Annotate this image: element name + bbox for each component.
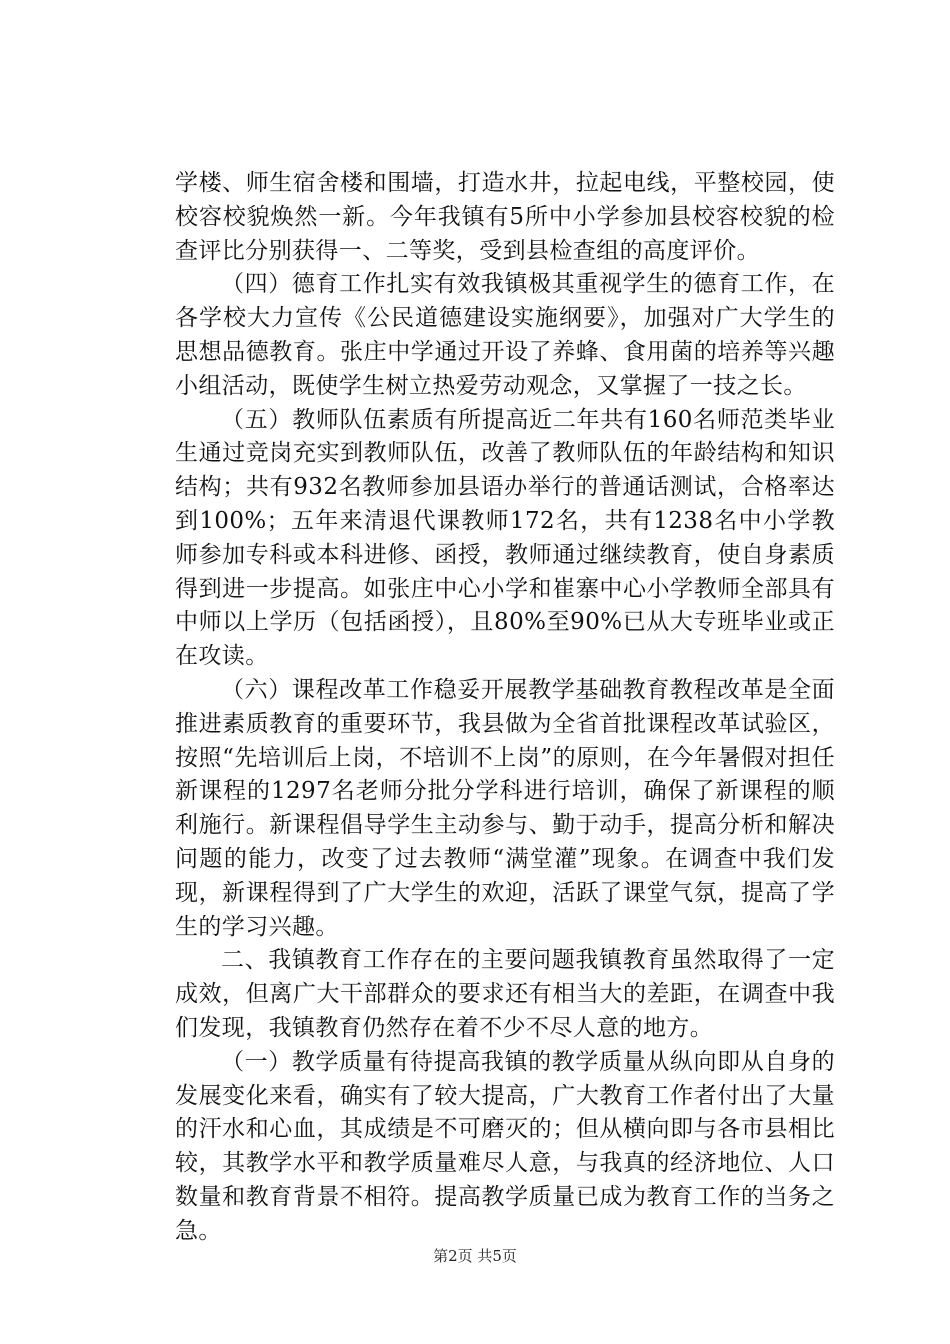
paragraph-moral-education: （四）德育工作扎实有效我镇极其重视学生的德育工作，在各学校大力宣传《公民道德建设实施纲要》，加强对广大学生的思想品德教育。张庄中学通过开设了养蜂、食用菌的培养等兴趣小组活动，既使学生树立热爱劳动观念，又掌握了一技之长。 [175, 271, 835, 399]
paragraph-teaching-quality: （一）教学质量有待提高我镇的教学质量从纵向即从自身的发展变化来看，确实有了较大提高，广大教育工作者付出了大量的汗水和心血，其成绩是不可磨灭的；但从横向即与各市县相比较，其教学水平和教学质量难尽人意，与我真的经济地位、人口数量和教育背景不相符。提高教学质量已成为教育工作的当务之急。 [175, 1048, 835, 1244]
document-body [175, 167, 835, 1249]
paragraph-teacher-quality: （五）教师队伍素质有所提高近二年共有160名师范类毕业生通过竞岗充实到教师队伍，改善了教师队伍的年龄结构和知识结构；共有932名教师参加县语办举行的普通话测试，合格率达到100%；五年来清退代课教师172名，共有1238名中小学教师参加专科或本科进修、函授，教师通过继续教育，使自身素质得到进一步提高。如张庄中心小学和崔寨中心小学教师全部具有中师以上学历（包括函授），且80%至90%已从大专班毕业或正在攻读。 [175, 406, 835, 670]
page-number-footer: 第2页 共5页 [433, 1247, 517, 1265]
paragraph-continuation: 学楼、师生宿舍楼和围墙，打造水井，拉起电线，平整校园，使校容校貌焕然一新。今年我镇有5所中小学参加县校容校貌的检查评比分别获得一、二等奖，受到县检查组的高度评价。 [175, 170, 835, 264]
paragraph-main-problems: 二、我镇教育工作存在的主要问题我镇教育虽然取得了一定成效，但离广大干部群众的要求还有相当大的差距，在调查中我们发现，我镇教育仍然存在着不少不尽人意的地方。 [175, 947, 835, 1041]
paragraph-curriculum-reform: （六）课程改革工作稳妥开展教学基础教育教程改革是全面推进素质教育的重要环节，我县做为全省首批课程改革试验区，按照“先培训后上岗，不培训不上岗”的原则，在今年暑假对担任新课程的1297名老师分批分学科进行培训，确保了新课程的顺利施行。新课程倡导学生主动参与、勤于动手，提高分析和解决问题的能力，改变了过去教师“满堂灌”现象。在调查中我们发现，新课程得到了广大学生的欢迎，活跃了课堂气氛，提高了学生的学习兴趣。 [175, 676, 835, 940]
